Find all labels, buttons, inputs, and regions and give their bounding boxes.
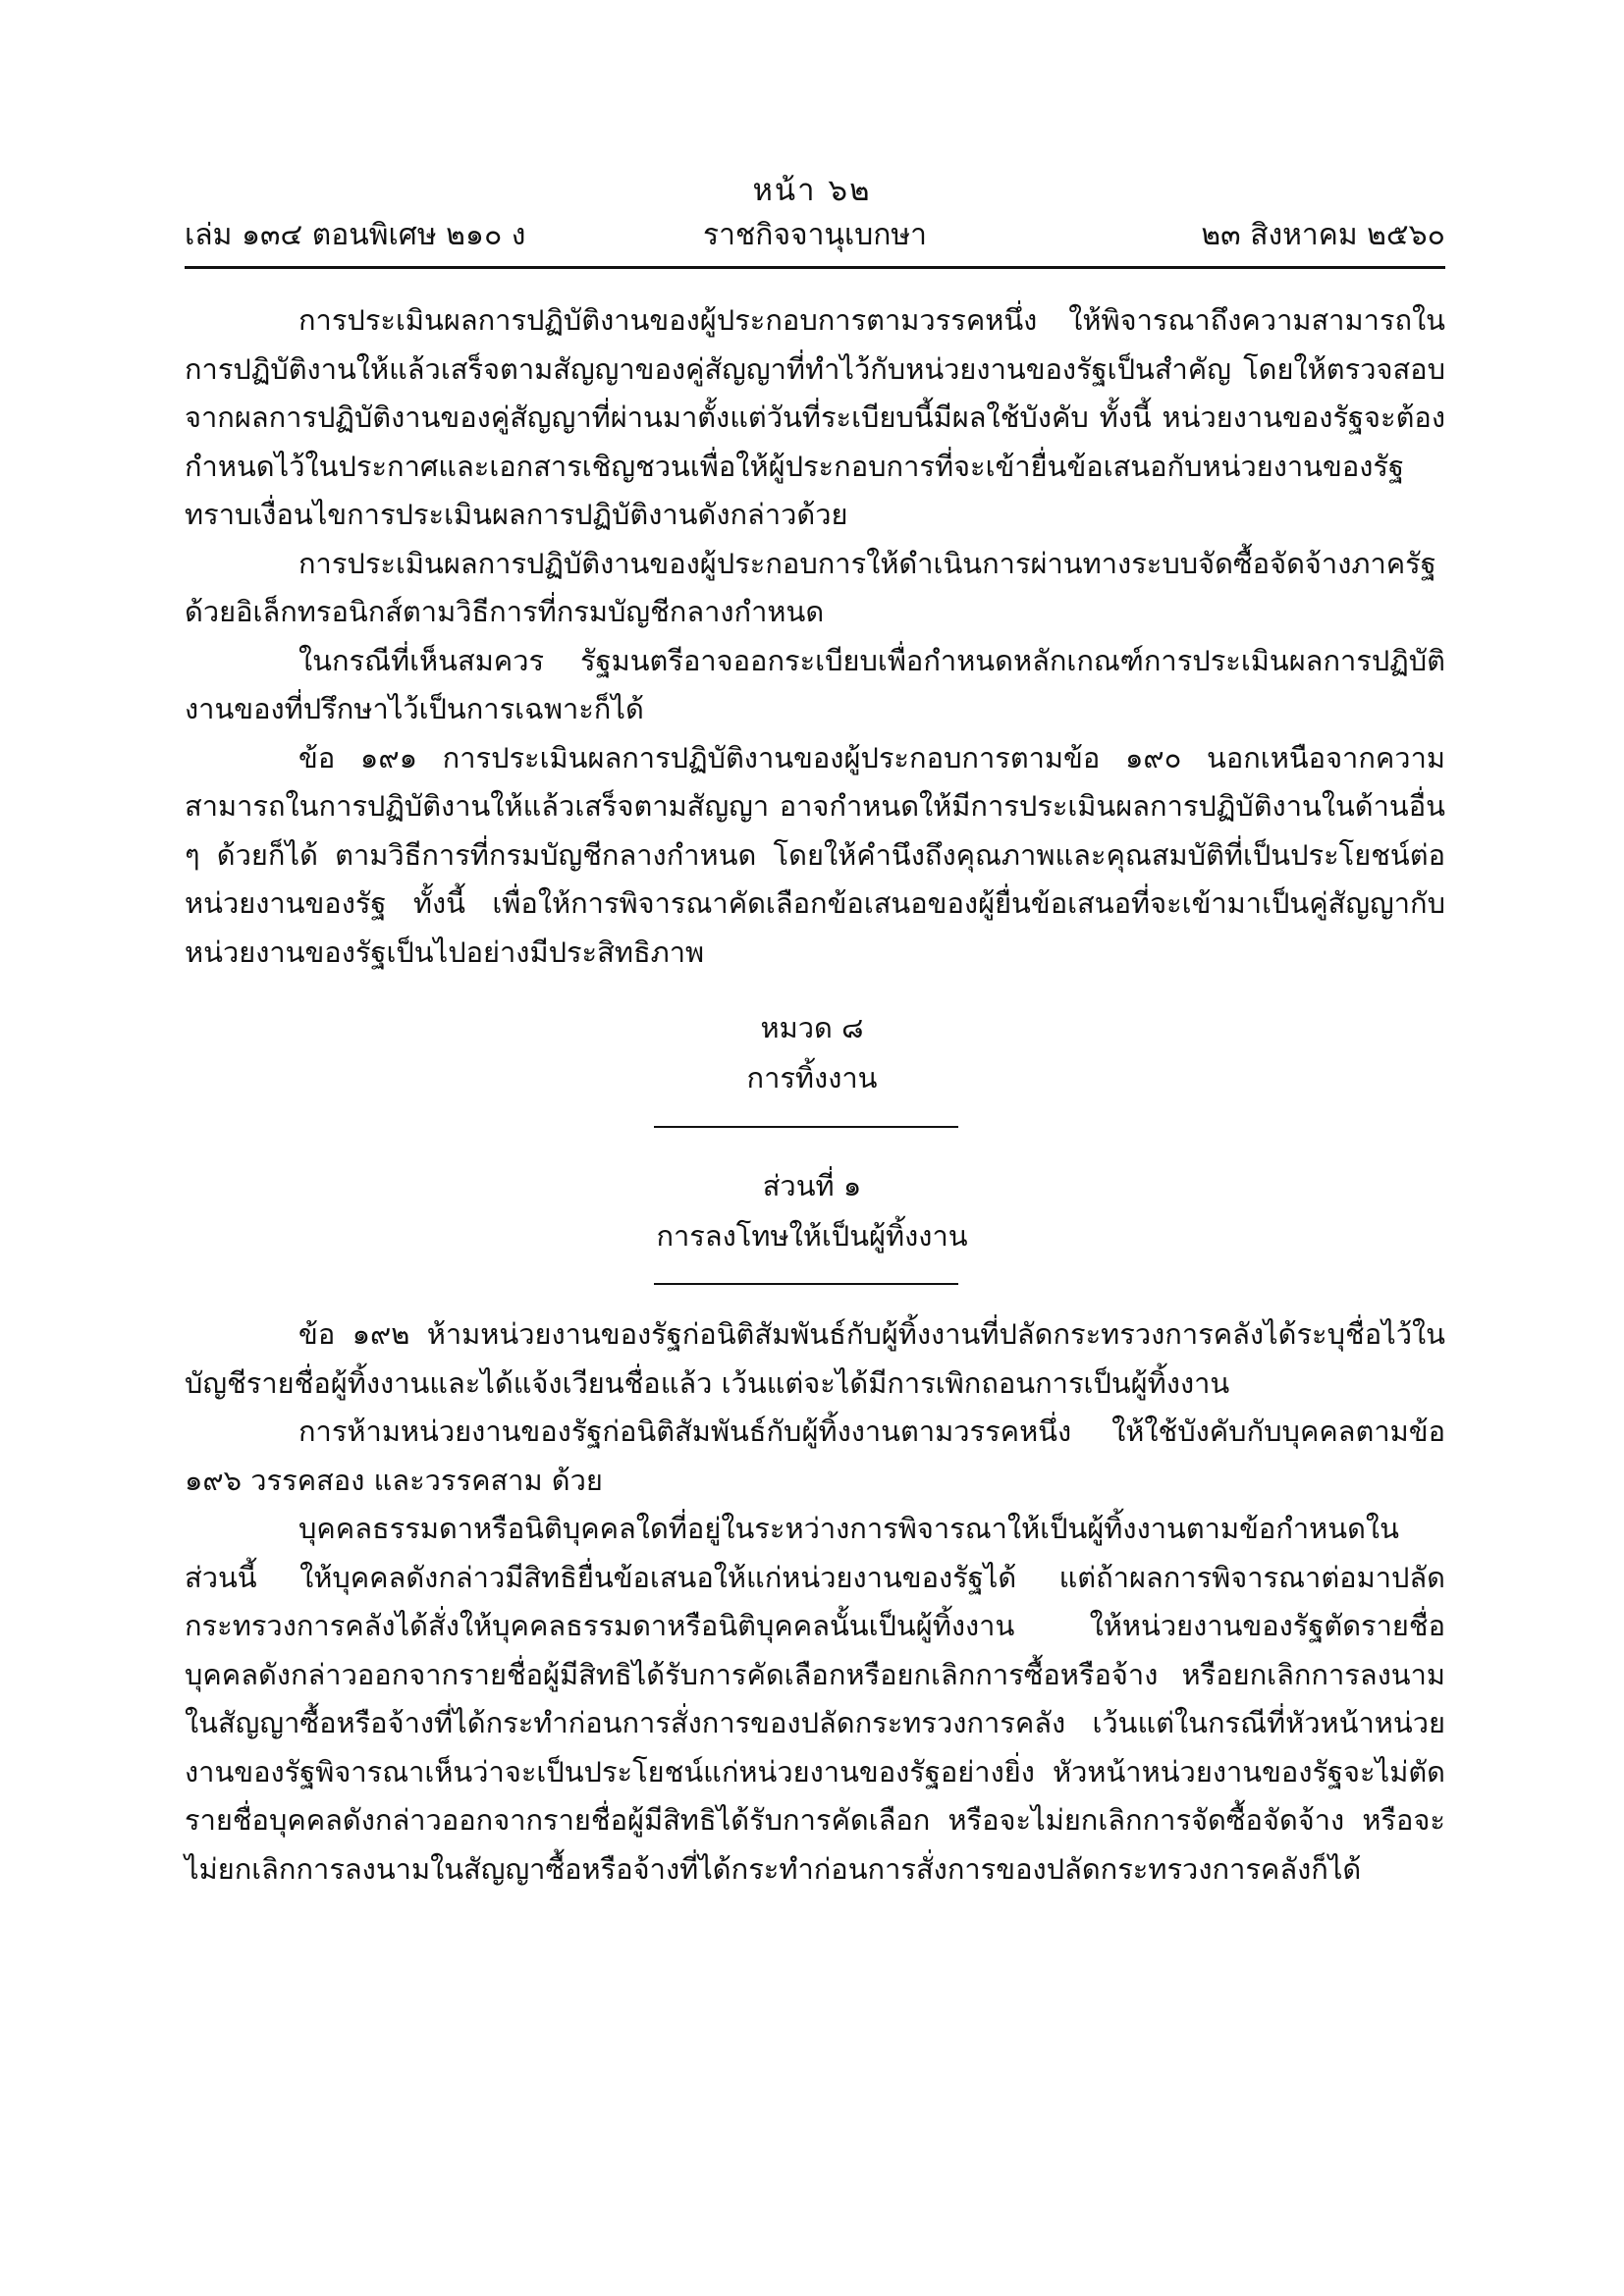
- section-190-continuation: [185, 296, 1445, 977]
- part-number: ส่วนที่ ๑: [762, 1169, 862, 1202]
- chapter-number: หมวด ๘: [760, 1011, 864, 1044]
- volume-issue: เล่ม ๑๓๔ ตอนพิเศษ ๒๑๐ ง: [185, 218, 526, 252]
- paragraph: ข้อ ๑๙๑ การประเมินผลการปฏิบัติงานของผู้ประกอบการตามข้อ ๑๙๐ นอกเหนือจากความสามารถในการปฏิบัติงานให้แล้วเสร็จตามสัญญา อาจกำหนดให้มีการประเมินผลการปฏิบัติงานในด้านอื่น ๆ ด้วยก็ได้ ตามวิธีการที่กรมบัญชีกลางกำหนด โดยให้คำนึงถึงคุณภาพและคุณสมบัติที่เป็นประโยชน์ต่อหน่วยงานของรัฐ ทั้งนี้ เพื่อให้การพิจารณาคัดเลือกข้อเสนอของผู้ยื่นข้อเสนอที่จะเข้ามาเป็นคู่สัญญากับหน่วยงานของรัฐเป็นไปอย่างมีประสิทธิภาพ: [185, 740, 1445, 969]
- header-rule: [185, 266, 1445, 269]
- page-number: หน้า ๖๒: [752, 173, 872, 208]
- part-divider: [654, 1283, 958, 1285]
- running-header: [185, 212, 1445, 259]
- part-title: การลงโทษให้เป็นผู้ทิ้งงาน: [656, 1219, 968, 1253]
- publication-date: ๒๓ สิงหาคม ๒๕๖๐: [1201, 218, 1445, 252]
- paragraph: บุคคลธรรมดาหรือนิติบุคคลใดที่อยู่ในระหว่างการพิจารณาให้เป็นผู้ทิ้งงานตามข้อกำหนดในส่วนนี้ ให้บุคคลดังกล่าวมีสิทธิยื่นข้อเสนอให้แก่หน่วยงานของรัฐได้ แต่ถ้าผลการพิจารณาต่อมาปลัดกระทรวงการคลังได้สั่งให้บุคคลธรรมดาหรือนิติบุคคลนั้นเป็นผู้ทิ้งงาน ให้หน่วยงานของรัฐตัดรายชื่อบุคคลดังกล่าวออกจากรายชื่อผู้มีสิทธิได้รับการคัดเลือกหรือยกเลิกการซื้อหรือจ้าง หรือยกเลิกการลงนามในสัญญาซื้อหรือจ้างที่ได้กระทำก่อนการสั่งการของปลัดกระทรวงการคลัง เว้นแต่ในกรณีที่หัวหน้าหน่วยงานของรัฐพิจารณาเห็นว่าจะเป็นประโยชน์แก่หน่วยงานของรัฐอย่างยิ่ง หัวหน้าหน่วยงานของรัฐจะไม่ตัดรายชื่อบุคคลดังกล่าวออกจากรายชื่อผู้มีสิทธิได้รับการคัดเลือก หรือจะไม่ยกเลิกการจัดซื้อจัดจ้าง หรือจะไม่ยกเลิกการลงนามในสัญญาซื้อหรือจ้างที่ได้กระทำก่อนการสั่งการของปลัดกระทรวงการคลังก็ได้: [185, 1512, 1445, 1886]
- paragraph: การประเมินผลการปฏิบัติงานของผู้ประกอบการตามวรรคหนึ่ง ให้พิจารณาถึงความสามารถในการปฏิบัติงานให้แล้วเสร็จตามสัญญาของคู่สัญญาที่ทำไว้กับหน่วยงานของรัฐเป็นสำคัญ โดยให้ตรวจสอบจากผลการปฏิบัติงานของคู่สัญญาที่ผ่านมาตั้งแต่วันที่ระเบียบนี้มีผลใช้บังคับ ทั้งนี้ หน่วยงานของรัฐจะต้องกำหนดไว้ในประกาศและเอกสารเชิญชวนเพื่อให้ผู้ประกอบการที่จะเข้ายื่นข้อเสนอกับหน่วยงานของรัฐทราบเงื่อนไขการประเมินผลการปฏิบัติงานดังกล่าวด้วย: [185, 303, 1445, 531]
- paragraph: ในกรณีที่เห็นสมควร รัฐมนตรีอาจออกระเบียบเพื่อกำหนดหลักเกณฑ์การประเมินผลการปฏิบัติงานของที่ปรึกษาไว้เป็นการเฉพาะก็ได้: [185, 643, 1445, 725]
- paragraph: การห้ามหน่วยงานของรัฐก่อนิติสัมพันธ์กับผู้ทิ้งงานตามวรรคหนึ่ง ให้ใช้บังคับกับบุคคลตามข้อ ๑๙๖ วรรคสอง และวรรคสาม ด้วย: [185, 1415, 1445, 1497]
- section-192: [185, 1310, 1445, 1894]
- chapter-title: การทิ้งงาน: [746, 1061, 878, 1095]
- paragraph: การประเมินผลการปฏิบัติงานของผู้ประกอบการให้ดำเนินการผ่านทางระบบจัดซื้อจัดจ้างภาครัฐด้วยอิเล็กทรอนิกส์ตามวิธีการที่กรมบัญชีกลางกำหนด: [185, 546, 1436, 628]
- paragraph: ข้อ ๑๙๒ ห้ามหน่วยงานของรัฐก่อนิติสัมพันธ์กับผู้ทิ้งงานที่ปลัดกระทรวงการคลังได้ระบุชื่อไว้ในบัญชีรายชื่อผู้ทิ้งงานและได้แจ้งเวียนชื่อแล้ว เว้นแต่จะได้มีการเพิกถอนการเป็นผู้ทิ้งงาน: [185, 1317, 1445, 1400]
- gazette-title: ราชกิจจานุเบกษา: [702, 218, 928, 252]
- chapter-divider: [654, 1126, 958, 1128]
